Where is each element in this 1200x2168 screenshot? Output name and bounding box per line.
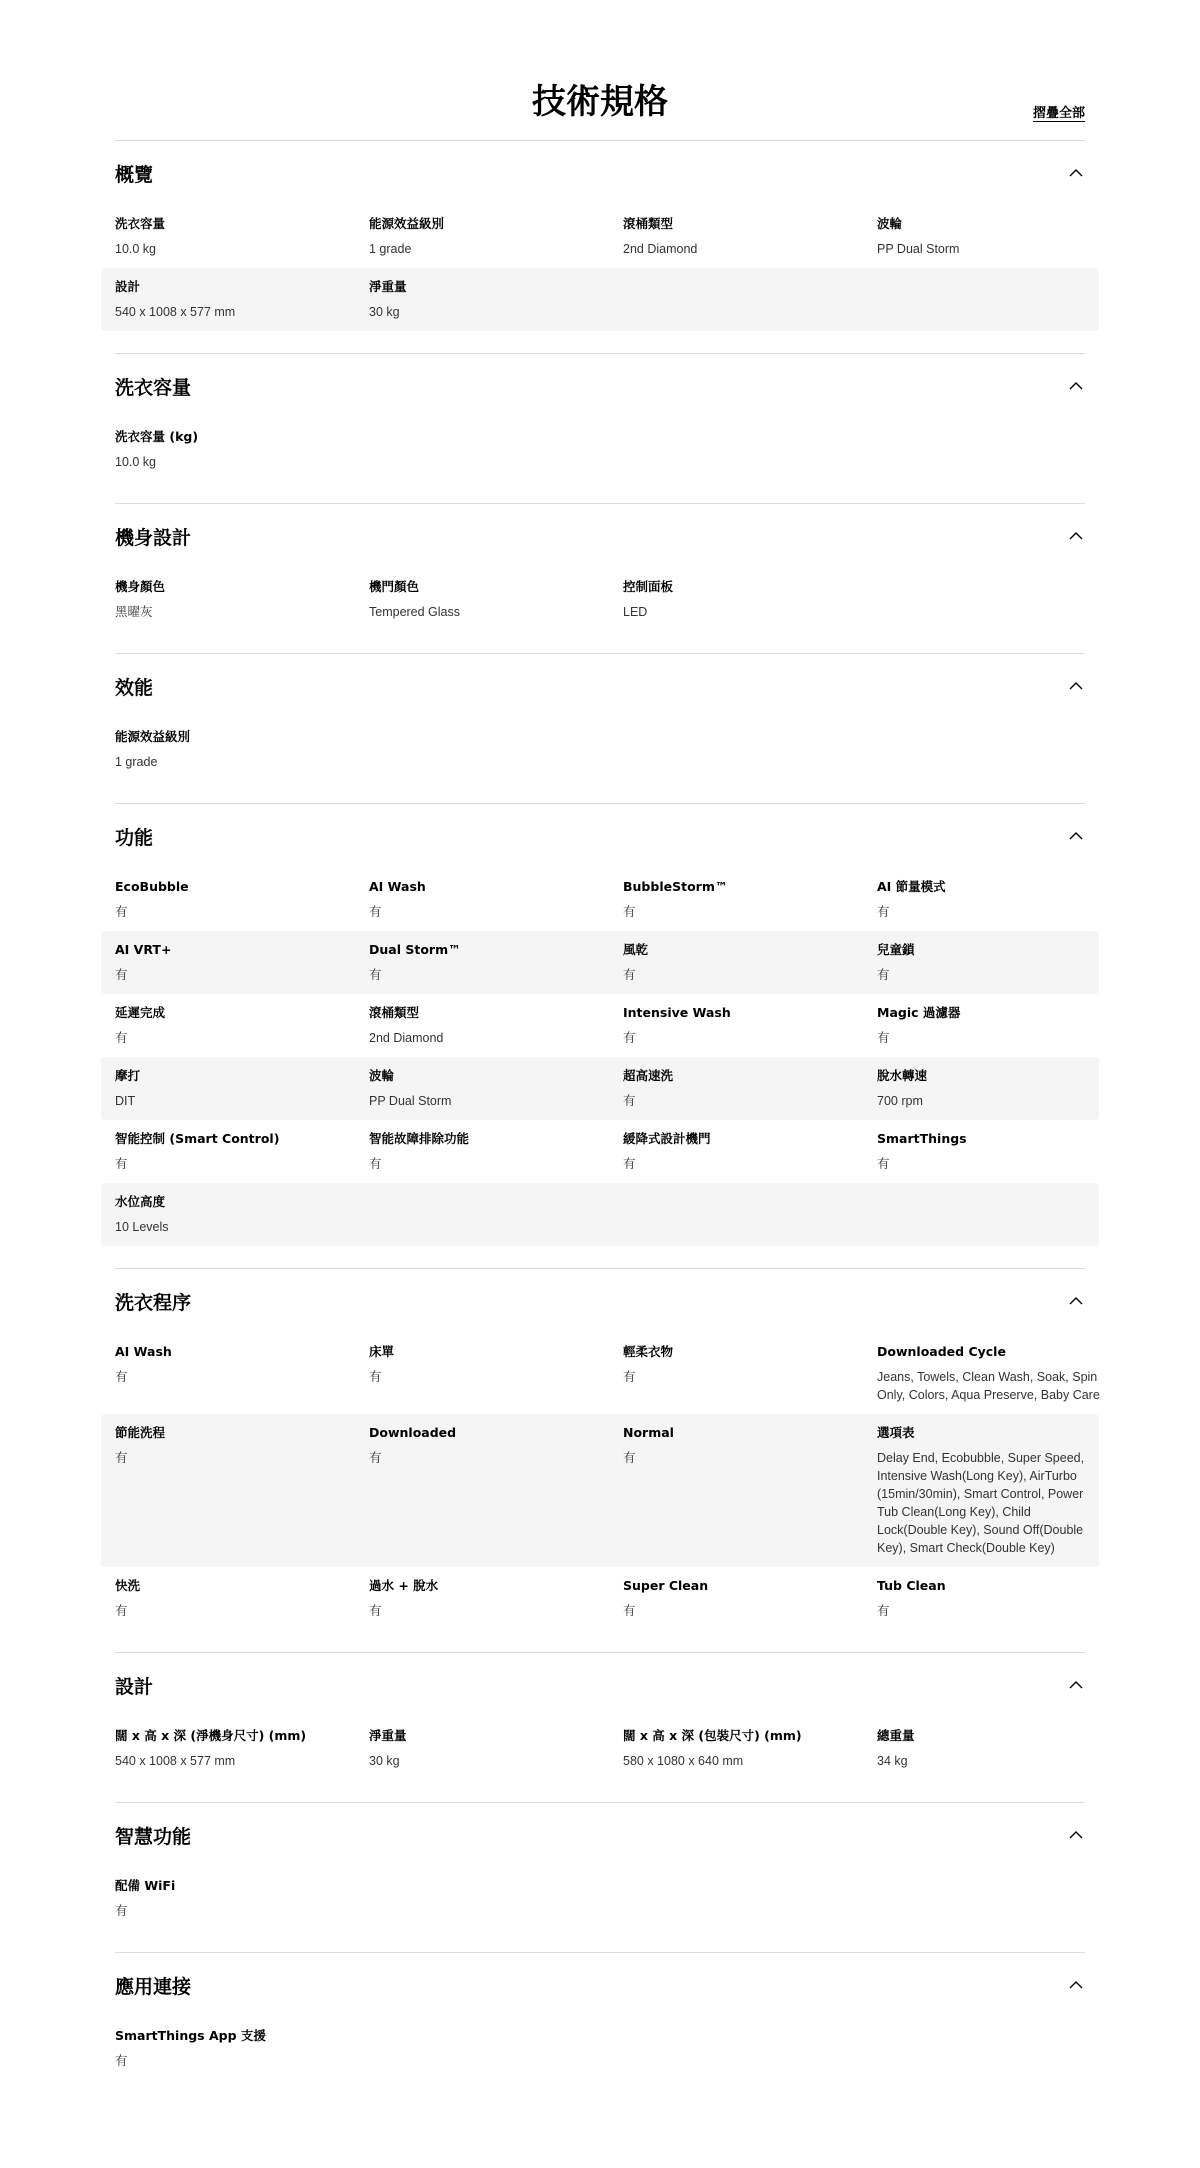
section-title: 概覽 — [115, 163, 154, 186]
spec-item — [369, 877, 623, 921]
spec-label: Tub Clean — [877, 1578, 946, 1593]
spec-item — [623, 877, 877, 921]
spec-value: 2nd Diamond — [623, 242, 698, 256]
spec-value: 30 kg — [369, 1754, 400, 1768]
spec-item — [369, 940, 623, 984]
spec-row — [101, 1183, 1099, 1246]
section-title: 機身設計 — [115, 526, 192, 549]
spec-value: 有 — [115, 1370, 128, 1384]
spec-item — [877, 1342, 1113, 1404]
spec-value: 540 x 1008 x 577 mm — [115, 305, 236, 319]
spec-label: 機門顏色 — [369, 579, 420, 594]
spec-row — [101, 1717, 1099, 1780]
spec-label: Downloaded Cycle — [877, 1344, 1006, 1359]
spec-item — [115, 1876, 369, 1920]
section-title: 洗衣程序 — [115, 1291, 192, 1314]
spec-section — [115, 1652, 1085, 1802]
spec-value: 有 — [369, 1451, 382, 1465]
spec-item — [877, 1066, 1113, 1110]
spec-value: 黑曜灰 — [115, 605, 153, 619]
spec-label: 床單 — [369, 1344, 395, 1359]
spec-label: 節能洗程 — [115, 1425, 166, 1440]
spec-value: 有 — [877, 1031, 890, 1045]
chevron-up-icon[interactable] — [1067, 1676, 1085, 1694]
spec-item — [369, 1342, 623, 1404]
spec-item — [369, 277, 623, 321]
chevron-up-icon[interactable] — [1067, 1292, 1085, 1310]
spec-row — [101, 568, 1099, 631]
spec-label: 滾桶類型 — [369, 1005, 420, 1020]
spec-item — [877, 214, 1113, 258]
spec-value: 有 — [623, 1157, 636, 1171]
spec-value: 34 kg — [877, 1754, 908, 1768]
spec-item — [115, 727, 369, 771]
spec-item — [623, 1066, 877, 1110]
chevron-up-icon[interactable] — [1067, 164, 1085, 182]
spec-row — [101, 1120, 1099, 1183]
spec-item — [623, 1726, 877, 1770]
spec-label: SmartThings — [877, 1131, 967, 1146]
spec-value: 有 — [877, 905, 890, 919]
spec-value: 540 x 1008 x 577 mm — [115, 1754, 236, 1768]
spec-label: 闊 x 高 x 深 (淨機身尺寸) (mm) — [115, 1728, 307, 1743]
spec-row — [101, 418, 1099, 481]
spec-row — [101, 994, 1099, 1057]
spec-value: 有 — [623, 1094, 636, 1108]
spec-label: 快洗 — [115, 1578, 141, 1593]
section-header[interactable] — [115, 1653, 1085, 1717]
spec-value: 有 — [115, 968, 128, 982]
spec-label: 智能故障排除功能 — [369, 1131, 470, 1146]
spec-item — [877, 877, 1113, 921]
spec-label: 總重量 — [877, 1728, 915, 1743]
spec-item — [623, 214, 877, 258]
spec-item — [369, 1576, 623, 1620]
spec-value: 有 — [115, 1451, 128, 1465]
spec-label: Downloaded — [369, 1425, 457, 1440]
spec-label: SmartThings App 支援 — [115, 2028, 266, 2043]
spec-label: 水位高度 — [115, 1194, 166, 1209]
spec-item — [369, 1423, 623, 1557]
spec-row — [101, 2017, 1099, 2080]
spec-item — [115, 1003, 369, 1047]
spec-row — [101, 1867, 1099, 1930]
section-title: 效能 — [115, 676, 154, 699]
section-header[interactable] — [115, 1803, 1085, 1867]
collapse-all-link[interactable]: 摺疊全部 — [1032, 106, 1085, 121]
spec-section — [115, 653, 1085, 803]
spec-label: 摩打 — [115, 1068, 141, 1083]
section-header[interactable] — [115, 654, 1085, 718]
spec-item — [877, 1576, 1113, 1620]
spec-item — [115, 1423, 369, 1557]
spec-label: 淨重量 — [369, 1728, 407, 1743]
spec-item — [623, 577, 877, 621]
spec-value: 1 grade — [115, 755, 158, 769]
spec-item — [877, 1129, 1113, 1173]
chevron-up-icon[interactable] — [1067, 527, 1085, 545]
spec-rows — [101, 1333, 1099, 1630]
spec-label: AI 節量模式 — [877, 879, 946, 894]
spec-label: 配備 WiFi — [115, 1878, 176, 1893]
spec-section — [115, 1952, 1085, 2102]
spec-row — [101, 1333, 1099, 1414]
spec-label: 波輪 — [877, 216, 903, 231]
spec-value: 有 — [623, 905, 636, 919]
spec-label: 設計 — [115, 279, 141, 294]
spec-row — [101, 1567, 1099, 1630]
spec-value: DIT — [115, 1094, 136, 1108]
spec-label: 輕柔衣物 — [623, 1344, 674, 1359]
spec-value: 1 grade — [369, 242, 412, 256]
spec-label: 洗衣容量 — [115, 216, 166, 231]
spec-value: LED — [623, 605, 648, 619]
spec-rows — [101, 418, 1099, 481]
spec-row — [101, 268, 1099, 331]
spec-rows — [101, 718, 1099, 781]
spec-rows — [101, 205, 1099, 331]
spec-section — [115, 803, 1085, 1268]
spec-label: Super Clean — [623, 1578, 709, 1593]
spec-value: 有 — [115, 1904, 128, 1918]
spec-label: 延遲完成 — [115, 1005, 166, 1020]
spec-item — [115, 277, 369, 321]
spec-item — [115, 1192, 369, 1236]
spec-value: 700 rpm — [877, 1094, 923, 1108]
chevron-up-icon[interactable] — [1067, 377, 1085, 395]
spec-value: 有 — [115, 1604, 128, 1618]
spec-section — [115, 503, 1085, 653]
spec-item — [369, 1129, 623, 1173]
spec-item — [115, 1066, 369, 1110]
section-header[interactable] — [115, 1269, 1085, 1333]
spec-label: BubbleStorm™ — [623, 879, 728, 894]
chevron-up-icon[interactable] — [1067, 1976, 1085, 1994]
spec-label: 超高速洗 — [623, 1068, 674, 1083]
spec-item — [115, 427, 369, 471]
section-header[interactable] — [115, 504, 1085, 568]
spec-item — [623, 1342, 877, 1404]
spec-rows — [101, 868, 1099, 1246]
spec-value: 10.0 kg — [115, 242, 157, 256]
spec-item — [877, 1423, 1113, 1557]
spec-row — [101, 868, 1099, 931]
spec-value: 有 — [369, 905, 382, 919]
spec-value: 有 — [623, 1604, 636, 1618]
spec-label: 洗衣容量 (kg) — [115, 429, 199, 444]
spec-section — [115, 1802, 1085, 1952]
spec-value: 有 — [623, 1451, 636, 1465]
spec-rows — [101, 1867, 1099, 1930]
spec-label: Normal — [623, 1425, 674, 1440]
spec-item — [623, 1003, 877, 1047]
spec-label: 波輪 — [369, 1068, 395, 1083]
spec-item — [877, 940, 1113, 984]
section-header[interactable] — [115, 141, 1085, 205]
spec-value: 10 Levels — [115, 1220, 169, 1234]
spec-value: 有 — [369, 1157, 382, 1171]
spec-value: 有 — [877, 1604, 890, 1618]
spec-row — [101, 718, 1099, 781]
spec-label: 智能控制 (Smart Control) — [115, 1131, 280, 1146]
spec-value: 有 — [115, 1157, 128, 1171]
spec-item — [115, 214, 369, 258]
spec-value: 有 — [115, 2054, 128, 2068]
spec-label: 機身顏色 — [115, 579, 166, 594]
spec-label: 脫水轉速 — [877, 1068, 928, 1083]
spec-value: 有 — [877, 968, 890, 982]
spec-label: 兒童鎖 — [877, 942, 915, 957]
spec-value: 有 — [877, 1157, 890, 1171]
section-header[interactable] — [115, 804, 1085, 868]
spec-value: 有 — [369, 1370, 382, 1384]
chevron-up-icon[interactable] — [1067, 827, 1085, 845]
spec-item — [115, 2026, 369, 2070]
section-header[interactable] — [115, 354, 1085, 418]
spec-label: 過水 + 脫水 — [369, 1578, 439, 1593]
spec-row — [101, 1057, 1099, 1120]
spec-value: 10.0 kg — [115, 455, 157, 469]
spec-row — [101, 205, 1099, 268]
spec-item — [115, 940, 369, 984]
section-title: 智慧功能 — [115, 1825, 192, 1848]
spec-value: 有 — [623, 1370, 636, 1384]
spec-value: 580 x 1080 x 640 mm — [623, 1754, 744, 1768]
spec-item — [115, 1129, 369, 1173]
spec-label: Intensive Wash — [623, 1005, 731, 1020]
spec-label: 闊 x 高 x 深 (包裝尺寸) (mm) — [623, 1728, 802, 1743]
spec-value: 有 — [623, 1031, 636, 1045]
spec-label: 控制面板 — [623, 579, 674, 594]
spec-value: 有 — [623, 968, 636, 982]
spec-row — [101, 1414, 1099, 1567]
page-title: 技術規格 — [532, 82, 668, 122]
spec-label: 緩降式設計機門 — [623, 1131, 711, 1146]
spec-item — [877, 1003, 1113, 1047]
section-title: 洗衣容量 — [115, 376, 192, 399]
spec-rows — [101, 1717, 1099, 1780]
section-title: 設計 — [115, 1675, 154, 1698]
spec-label: AI Wash — [115, 1344, 172, 1359]
spec-item — [115, 1726, 369, 1770]
spec-value: 2nd Diamond — [369, 1031, 444, 1045]
spec-item — [369, 1066, 623, 1110]
section-title: 應用連接 — [115, 1975, 192, 1998]
spec-item — [623, 1129, 877, 1173]
spec-value: 有 — [115, 905, 128, 919]
section-header[interactable] — [115, 1953, 1085, 2017]
spec-label: 風乾 — [623, 942, 649, 957]
spec-sections — [0, 140, 1200, 2102]
spec-label: 能源效益級別 — [369, 216, 445, 231]
spec-value: 有 — [369, 1604, 382, 1618]
spec-item — [623, 1576, 877, 1620]
spec-item — [877, 1726, 1113, 1770]
spec-label: Magic 過濾器 — [877, 1005, 961, 1020]
spec-label: 淨重量 — [369, 279, 407, 294]
spec-label: AI VRT+ — [115, 942, 172, 957]
spec-row — [101, 931, 1099, 994]
spec-section — [115, 140, 1085, 353]
spec-section — [115, 353, 1085, 503]
chevron-up-icon[interactable] — [1067, 1826, 1085, 1844]
spec-value: 有 — [369, 968, 382, 982]
spec-label: 選項表 — [877, 1425, 915, 1440]
spec-item — [115, 1342, 369, 1404]
section-title: 功能 — [115, 826, 154, 849]
spec-value: Delay End, Ecobubble, Super Speed, Intensive Wash(Long Key), AirTurbo (15min/30min), Smart Control, Power Tub Clean(Long Key), Child Lock(Double Key), Sound Off(Double Key), Smart Check(Double Key) — [877, 1451, 1085, 1555]
spec-value: PP Dual Storm — [369, 1094, 452, 1108]
spec-item — [369, 1003, 623, 1047]
chevron-up-icon[interactable] — [1067, 677, 1085, 695]
spec-rows — [101, 568, 1099, 631]
spec-item — [115, 1576, 369, 1620]
spec-item — [623, 1423, 877, 1557]
spec-rows — [101, 2017, 1099, 2080]
spec-item — [115, 877, 369, 921]
spec-value: 有 — [115, 1031, 128, 1045]
spec-value: PP Dual Storm — [877, 242, 960, 256]
spec-section — [115, 1268, 1100, 1652]
spec-header — [0, 0, 1200, 140]
spec-item — [623, 940, 877, 984]
spec-item — [369, 577, 623, 621]
spec-value: Tempered Glass — [369, 605, 461, 619]
spec-label: AI Wash — [369, 879, 426, 894]
spec-item — [369, 1726, 623, 1770]
spec-label: 能源效益級別 — [115, 729, 191, 744]
spec-label: 滾桶類型 — [623, 216, 674, 231]
spec-item — [115, 577, 369, 621]
spec-value: 30 kg — [369, 305, 400, 319]
spec-label: EcoBubble — [115, 879, 189, 894]
spec-item — [369, 214, 623, 258]
spec-label: Dual Storm™ — [369, 942, 461, 957]
spec-value: Jeans, Towels, Clean Wash, Soak, Spin Only, Colors, Aqua Preserve, Baby Care — [877, 1370, 1100, 1402]
